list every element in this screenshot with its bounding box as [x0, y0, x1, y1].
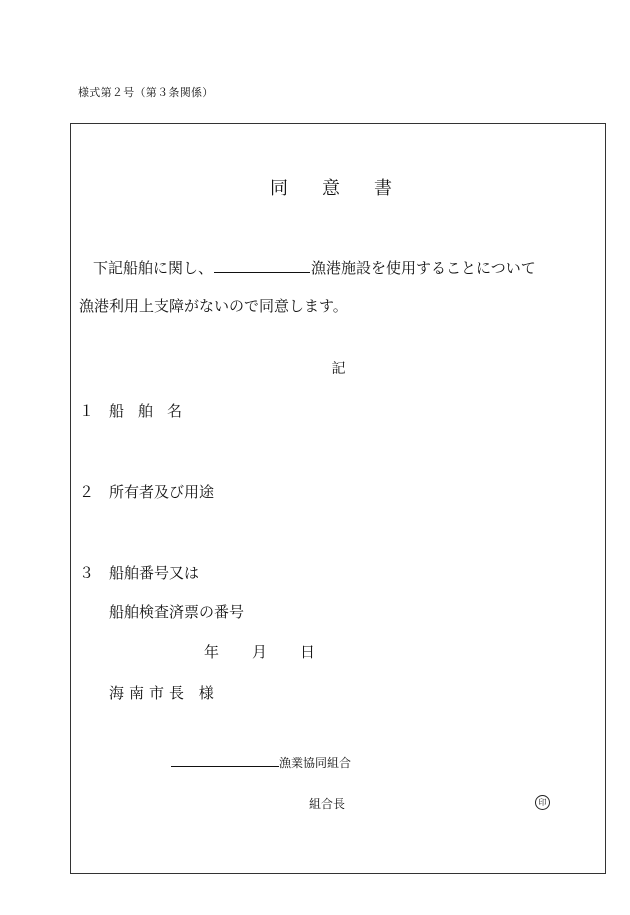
- item-label: 船舶番号又は: [109, 564, 200, 582]
- document-title: 同意書: [270, 178, 426, 199]
- cooperative-name-blank[interactable]: [171, 754, 279, 767]
- seal-mark: 印: [535, 795, 550, 810]
- chairman-label: 組合長: [309, 797, 346, 811]
- item-label: 船舶名: [109, 402, 197, 420]
- ki-heading: [71, 358, 605, 378]
- cooperative-line: [171, 754, 351, 771]
- body-line-2: 漁港利用上支障がないので同意します。: [79, 297, 348, 315]
- item-owner-purpose: [79, 481, 214, 502]
- date-month: 月: [252, 643, 268, 661]
- item-label: 所有者及び用途: [109, 483, 215, 501]
- ki-label: 記: [331, 361, 346, 377]
- body-line-1: [93, 257, 536, 278]
- addressee: 海南市長 様: [109, 684, 219, 702]
- body-line-1-end: 漁港施設を使用することについて: [311, 259, 536, 277]
- port-name-blank[interactable]: [214, 258, 310, 273]
- date-day: 日: [300, 643, 316, 661]
- item-number: １: [79, 402, 95, 420]
- consent-form-frame: [70, 123, 606, 874]
- item-vessel-name: [79, 400, 196, 421]
- date-year: 年: [204, 643, 220, 661]
- item-vessel-number-line2: 船舶検査済票の番号: [109, 603, 245, 621]
- item-vessel-number: [79, 562, 199, 583]
- date-line: [204, 641, 315, 662]
- form-number: 様式第２号（第３条関係）: [78, 86, 214, 99]
- cooperative-suffix: 漁業協同組合: [279, 756, 352, 770]
- item-number: ３: [79, 564, 95, 582]
- body-line-1-start: 下記船舶に関し、: [93, 259, 214, 277]
- item-number: ２: [79, 483, 95, 501]
